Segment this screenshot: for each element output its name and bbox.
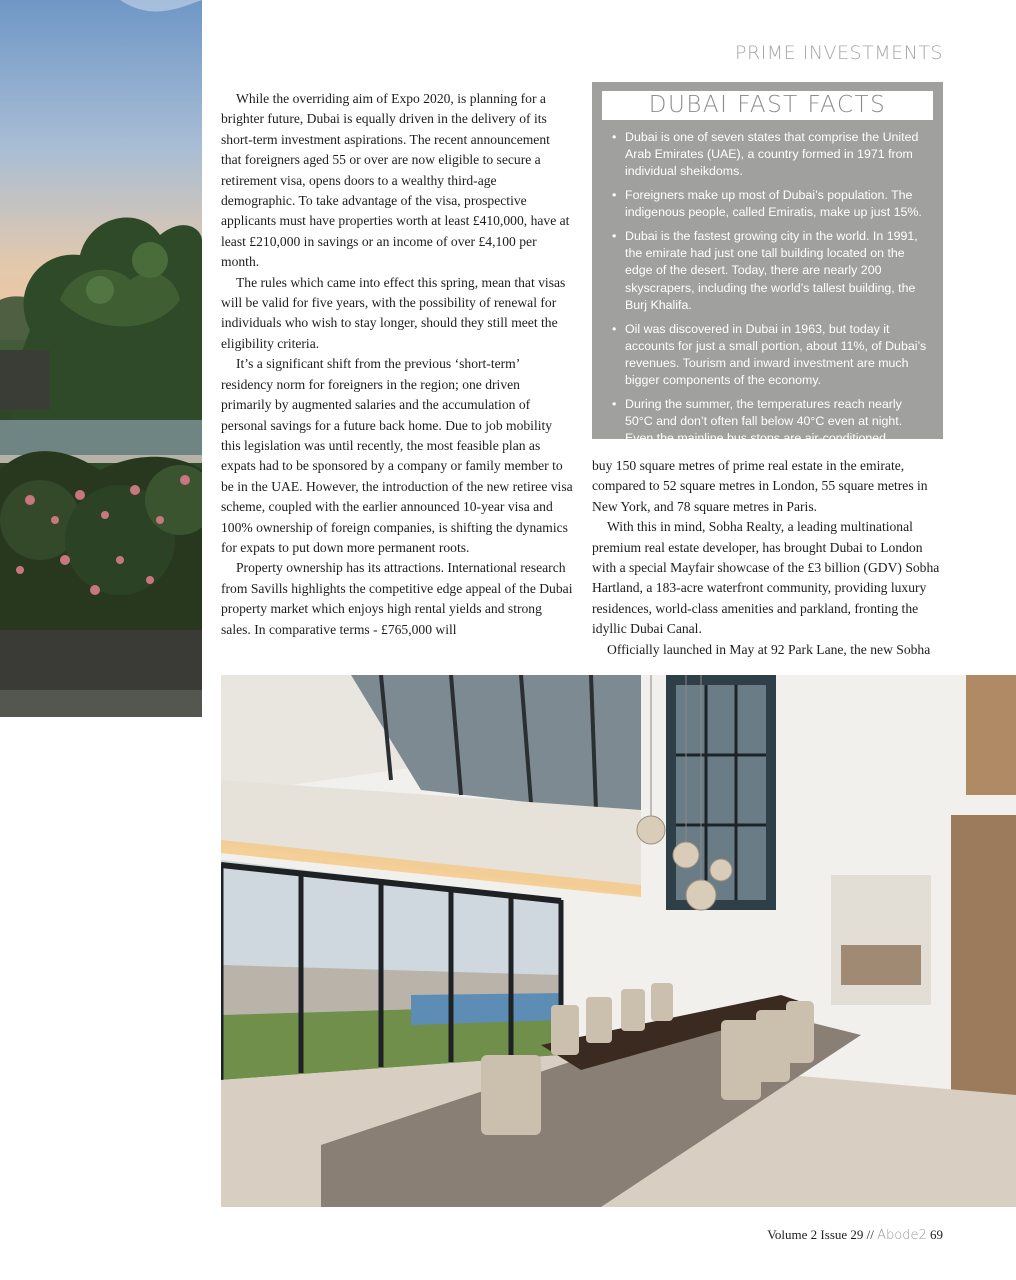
article-column-left <box>221 89 573 640</box>
paragraph: The rules which came into effect this spring, mean that visas will be valid for five years, with the possibility of renewal for individuals who wish to stay longer, should they still meet the eligibility criteria. <box>221 274 566 351</box>
list-item: • Dubai is the fastest growing city in the world. In 1991, the emirate had just one tall building located on the edge of the desert. Today, there are nearly 200 skyscrapers, including the world’s tallest building, the Burj Khalifa. <box>612 229 918 312</box>
paragraph: While the overriding aim of Expo 2020, is planning for a brighter future, Dubai is equally driven in the delivery of its short-term investment aspirations. The recent announcement that foreigners aged 55 or over are now eligible to secure a retirement visa, opens doors to a wealthy third-age demographic. To take advantage of the visa, prospective applicants must have properties worth at least £410,000, have at least £210,000 in savings or an income of over £4,100 per month. <box>221 91 570 270</box>
article-column-right <box>592 456 944 660</box>
dining-room-photo <box>221 675 1016 1207</box>
list-item: • Foreigners make up most of Dubai’s population. The indigenous people, called Emiratis, make up just 15%. <box>612 188 922 220</box>
brand-logo: Abode2 <box>877 1228 927 1243</box>
paragraph: buy 150 square metres of prime real estate in the emirate, compared to 52 square metres in London, 55 square metres in New York, and 78 square metres in Paris. <box>592 458 928 514</box>
list-item: • During the summer, the temperatures reach nearly 50°C and don’t often fall below 40°C even at night. Even the mainline bus stops are air-conditioned. <box>612 396 903 446</box>
bullet-icon: • <box>612 396 617 411</box>
bullet-icon: • <box>612 130 617 144</box>
fast-facts-box <box>592 82 943 446</box>
paragraph: Officially launched in May at 92 Park Lane, the new Sobha <box>607 641 931 657</box>
list-item: • Oil was discovered in Dubai in 1963, but today it accounts for just a small portion, about 11%, of Dubai’s revenues. Tourism and inward investment are much bigger components of the economy. <box>612 321 927 388</box>
list-item: • Dubai is one of seven states that comprise the United Arab Emirates (UAE), a country formed in 1971 from individual sheikdoms. <box>612 130 919 179</box>
bullet-icon: • <box>612 321 617 336</box>
paragraph: Property ownership has its attractions. International research from Savills highlights the competitive edge appeal of the Dubai property market which enjoys high rental yields and strong sales. In comparative terms - £765,000 will <box>221 560 573 637</box>
garden-terrace-photo <box>0 0 202 717</box>
fast-facts-list <box>602 129 933 447</box>
page-footer <box>767 1227 943 1243</box>
fast-facts-title: DUBAI FAST FACTS <box>602 91 933 120</box>
page-number: 69 <box>930 1227 943 1242</box>
bullet-icon: • <box>612 188 617 203</box>
paragraph: It’s a significant shift from the previous ‘short-term’ residency norm for foreigners in the region; one driven primarily by augmented salaries and the accumulation of personal savings for a future back home. Due to job mobility this legislation was until recently, the most feasible plan as expats had to be sponsored by a company or family member to be in the UAE. However, the introduction of the new retiree visa scheme, coupled with the earlier announced 10-year visa and 100% ownership of foreign companies, is shifting the dynamics for expats to put down more permanent roots. <box>221 356 573 555</box>
section-title: PRIME INVESTMENTS <box>735 42 943 64</box>
paragraph: With this in mind, Sobha Realty, a leading multinational premium real estate developer, has brought Dubai to London with a special Mayfair showcase of the £3 billion (GDV) Sobha Hartland, a 183-acre waterfront community, providing luxury residences, world-class amenities and parkland, fronting the idyllic Dubai Canal. <box>592 519 940 637</box>
bullet-icon: • <box>612 229 617 244</box>
issue-label: Volume 2 Issue 29 // <box>767 1227 874 1242</box>
